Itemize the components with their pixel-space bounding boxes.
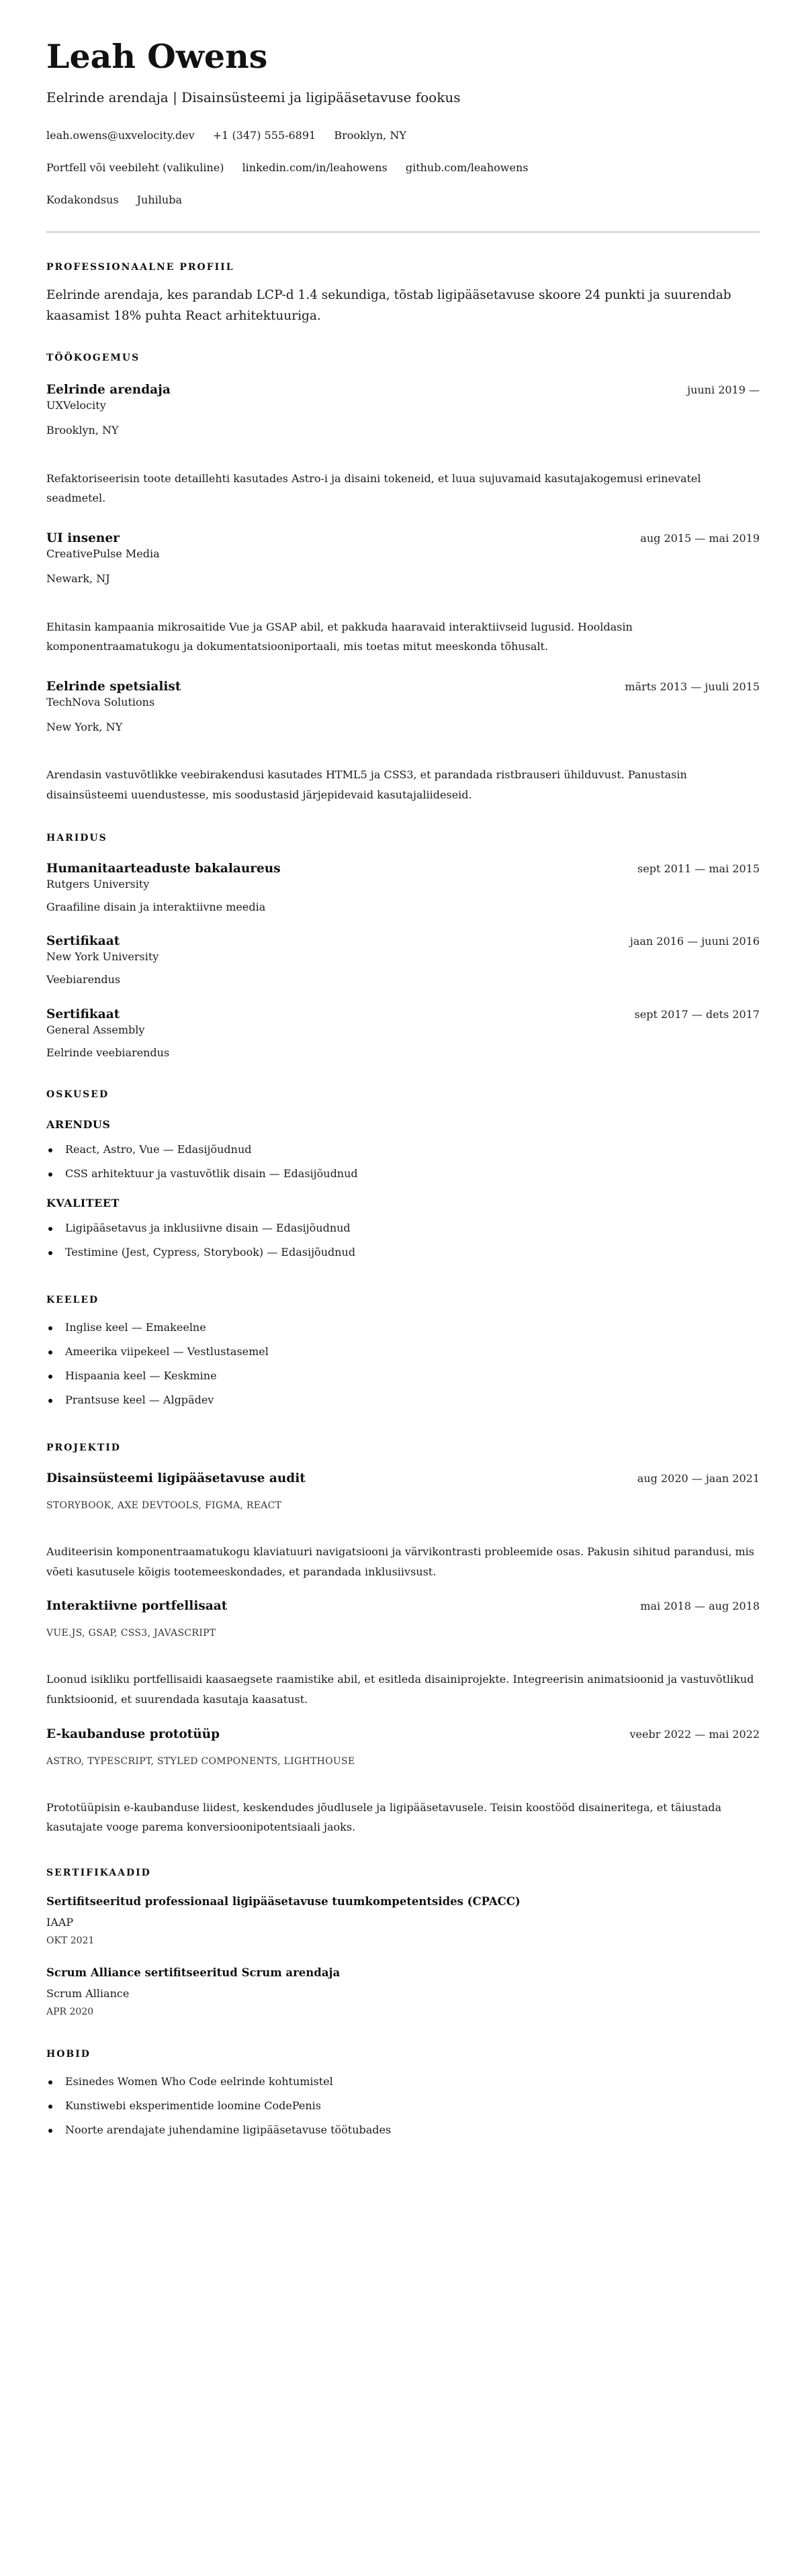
contact-row-extra <box>46 184 760 216</box>
contact-email[interactable]: leah.owens@uxvelocity.dev <box>46 128 195 142</box>
job-company: TechNova Solutions <box>46 695 155 708</box>
education-item <box>46 934 760 987</box>
education-dates: sept 2017 — dets 2017 <box>634 1008 760 1021</box>
job-dates: juuni 2019 — <box>687 383 760 397</box>
hobby-item: Esinedes Women Who Code eelrinde kohtumistel <box>46 2070 760 2094</box>
section-hobbies <box>46 2048 760 2142</box>
section-title-work: TÖÖKOGEMUS <box>46 353 140 364</box>
project-item <box>46 1599 760 1709</box>
certificate-date: APR 2020 <box>46 2006 94 2017</box>
project-dates: aug 2020 — jaan 2021 <box>637 1472 760 1485</box>
field-of-study: Veebiarendus <box>46 973 121 986</box>
school-name: New York University <box>46 950 159 964</box>
skill-group-title: ARENDUS <box>46 1117 111 1131</box>
skill-item: Ligipääsetavus ja inklusiivne disain — Edasijõudnud <box>46 1216 760 1240</box>
certificate-item <box>46 1966 760 2017</box>
school-name: Rutgers University <box>46 877 150 890</box>
skill-list <box>46 1216 760 1264</box>
section-languages <box>46 1294 760 1412</box>
section-title-languages: KEELED <box>46 1294 99 1305</box>
degree-title: Sertifikaat <box>46 1007 120 1022</box>
project-description: Prototüüpisin e-kaubanduse liidest, keskendudes jõudlusele ja ligipääsetavusele. Teisin koostööd disaineritega, et täiustada kasutajate vooge parema konversioonipotentsiaali jaoks. <box>46 1800 722 1834</box>
hobby-item: Kunstiwebi eksperimentide loomine CodePenis <box>46 2094 760 2118</box>
section-title-education: HARIDUS <box>46 832 107 843</box>
section-certificates <box>46 1867 760 2017</box>
section-education <box>46 832 760 1060</box>
job-location: Brooklyn, NY <box>46 424 119 437</box>
candidate-headline: Eelrinde arendaja | Disainsüsteemi ja ligipääsetavuse fookus <box>46 89 461 105</box>
education-item <box>46 1007 760 1060</box>
project-description: Auditeerisin komponentraamatukogu klaviatuuri navigatsiooni ja värvikontrasti probleemide osas. Pakusin sihitud parandusi, mis võeti kasutusele kõigis tootemeeskondades, et parandada inklusiivsust. <box>46 1545 755 1578</box>
job-dates: aug 2015 — mai 2019 <box>640 532 760 545</box>
job-description: Ehitasin kampaania mikrosaitide Vue ja GSAP abil, et pakkuda haaravaid interaktiivseid lugusid. Hooldasin komponentraamatukogu ja dokumentatsiooniportaali, mis toetas mitut meeskonda tõhusalt. <box>46 620 633 653</box>
hobby-list <box>46 2070 760 2142</box>
contact-citizenship: Kodakondsus <box>46 193 119 206</box>
project-dates: mai 2018 — aug 2018 <box>640 1600 760 1613</box>
degree-title: Sertifikaat <box>46 934 120 949</box>
section-profile <box>46 261 760 326</box>
language-item: Ameerika viipekeel — Vestlustasemel <box>46 1340 760 1364</box>
project-tech-stack: ASTRO, TYPESCRIPT, STYLED COMPONENTS, LIGHTHOUSE <box>46 1755 355 1767</box>
language-item: Hispaania keel — Keskmine <box>46 1364 760 1388</box>
job-title: Eelrinde arendaja <box>46 383 171 398</box>
job-title: UI insener <box>46 531 120 546</box>
school-name: General Assembly <box>46 1023 145 1037</box>
header-divider <box>46 231 760 233</box>
contact-row-links <box>46 152 760 184</box>
work-item <box>46 680 760 805</box>
project-tech-stack: STORYBOOK, AXE DEVTOOLS, FIGMA, REACT <box>46 1500 282 1512</box>
job-description: Arendasin vastuvõtlikke veebirakendusi kasutades HTML5 ja CSS3, et parandada ristbrauseri ühilduvust. Panustasin disainsüsteemi uuendustesse, mis soodustasid järjepidevaid kasutajaliideseid. <box>46 768 687 802</box>
job-dates: märts 2013 — juuli 2015 <box>625 680 760 693</box>
language-item: Prantsuse keel — Algpädev <box>46 1388 760 1412</box>
job-location: New York, NY <box>46 720 123 733</box>
section-skills <box>46 1089 760 1264</box>
section-title-skills: OSKUSED <box>46 1089 109 1100</box>
work-item <box>46 531 760 657</box>
section-title-certificates: SERTIFIKAADID <box>46 1867 151 1878</box>
section-title-projects: PROJEKTID <box>46 1442 121 1453</box>
section-projects <box>46 1442 760 1837</box>
skill-item: Testimine (Jest, Cypress, Storybook) — Edasijõudnud <box>46 1240 760 1264</box>
candidate-name: Leah Owens <box>46 37 268 76</box>
project-title: Interaktiivne portfellisaat <box>46 1599 228 1614</box>
degree-title: Humanitaarteaduste bakalaureus <box>46 861 281 876</box>
project-dates: veebr 2022 — mai 2022 <box>629 1727 760 1741</box>
section-title-profile: PROFESSIONAALNE PROFIIL <box>46 261 234 273</box>
contact-location: Brooklyn, NY <box>334 128 406 142</box>
project-item <box>46 1471 760 1581</box>
contact-github[interactable]: github.com/leahowens <box>405 160 529 174</box>
profile-summary: Eelrinde arendaja, kes parandab LCP-d 1.4 sekundiga, tõstab ligipääsetavuse skoore 24 punkti ja suurendab kaasamist 18% puhta React arhitektuuriga. <box>46 288 731 323</box>
certificate-title: Scrum Alliance sertifitseeritud Scrum arendaja <box>46 1966 341 1979</box>
hobby-item: Noorte arendajate juhendamine ligipääsetavuse töötubades <box>46 2118 760 2142</box>
contact-drivers-license: Juhiluba <box>136 193 182 206</box>
skill-list <box>46 1138 760 1186</box>
work-item <box>46 383 760 508</box>
education-dates: jaan 2016 — juuni 2016 <box>629 935 760 948</box>
language-item: Inglise keel — Emakeelne <box>46 1316 760 1340</box>
certificate-title: Sertifitseeritud professionaal ligipääsetavuse tuumkompetentsides (CPACC) <box>46 1894 521 1908</box>
section-work-experience <box>46 352 760 805</box>
section-title-hobbies: HOBID <box>46 2048 91 2060</box>
job-company: UXVelocity <box>46 399 106 412</box>
education-item <box>46 862 760 915</box>
contact-row-primary <box>46 120 760 152</box>
skill-item: React, Astro, Vue — Edasijõudnud <box>46 1138 760 1162</box>
language-list <box>46 1316 760 1412</box>
certificate-issuer: Scrum Alliance <box>46 1986 130 2000</box>
job-description: Refaktoriseerisin toote detaillehti kasutades Astro-i ja disaini tokeneid, et luua sujuvamaid kasutajakogemusi erinevatel seadmetel. <box>46 471 701 505</box>
field-of-study: Eelrinde veebiarendus <box>46 1046 170 1059</box>
certificate-issuer: IAAP <box>46 1915 74 1929</box>
contact-phone[interactable]: +1 (347) 555-6891 <box>212 128 316 142</box>
certificate-date: OKT 2021 <box>46 1935 95 1946</box>
project-description: Loonud isikliku portfellisaidi kaasaegsete raamistike abil, et esitleda disainiprojekte. Integreerisin animatsioonid ja vastuvõtlikud funktsioonid, et suurendada kasutaja kaasatust. <box>46 1673 754 1706</box>
contact-portfolio[interactable]: Portfell või veebileht (valikuline) <box>46 160 224 174</box>
project-title: E-kaubanduse prototüüp <box>46 1727 220 1741</box>
certificate-item <box>46 1895 760 1946</box>
resume-header <box>46 39 760 233</box>
education-dates: sept 2011 — mai 2015 <box>637 862 760 875</box>
project-item <box>46 1727 760 1837</box>
job-title: Eelrinde spetsialist <box>46 679 181 694</box>
skill-group-title: KVALITEET <box>46 1196 120 1209</box>
contact-linkedin[interactable]: linkedin.com/in/leahowens <box>242 160 388 174</box>
job-company: CreativePulse Media <box>46 547 160 561</box>
job-location: Newark, NJ <box>46 571 110 585</box>
skill-item: CSS arhitektuur ja vastuvõtlik disain — Edasijõudnud <box>46 1162 760 1186</box>
project-title: Disainsüsteemi ligipääsetavuse audit <box>46 1471 306 1486</box>
project-tech-stack: VUE.JS, GSAP, CSS3, JAVASCRIPT <box>46 1628 216 1639</box>
field-of-study: Graafiline disain ja interaktiivne meedia <box>46 900 266 913</box>
